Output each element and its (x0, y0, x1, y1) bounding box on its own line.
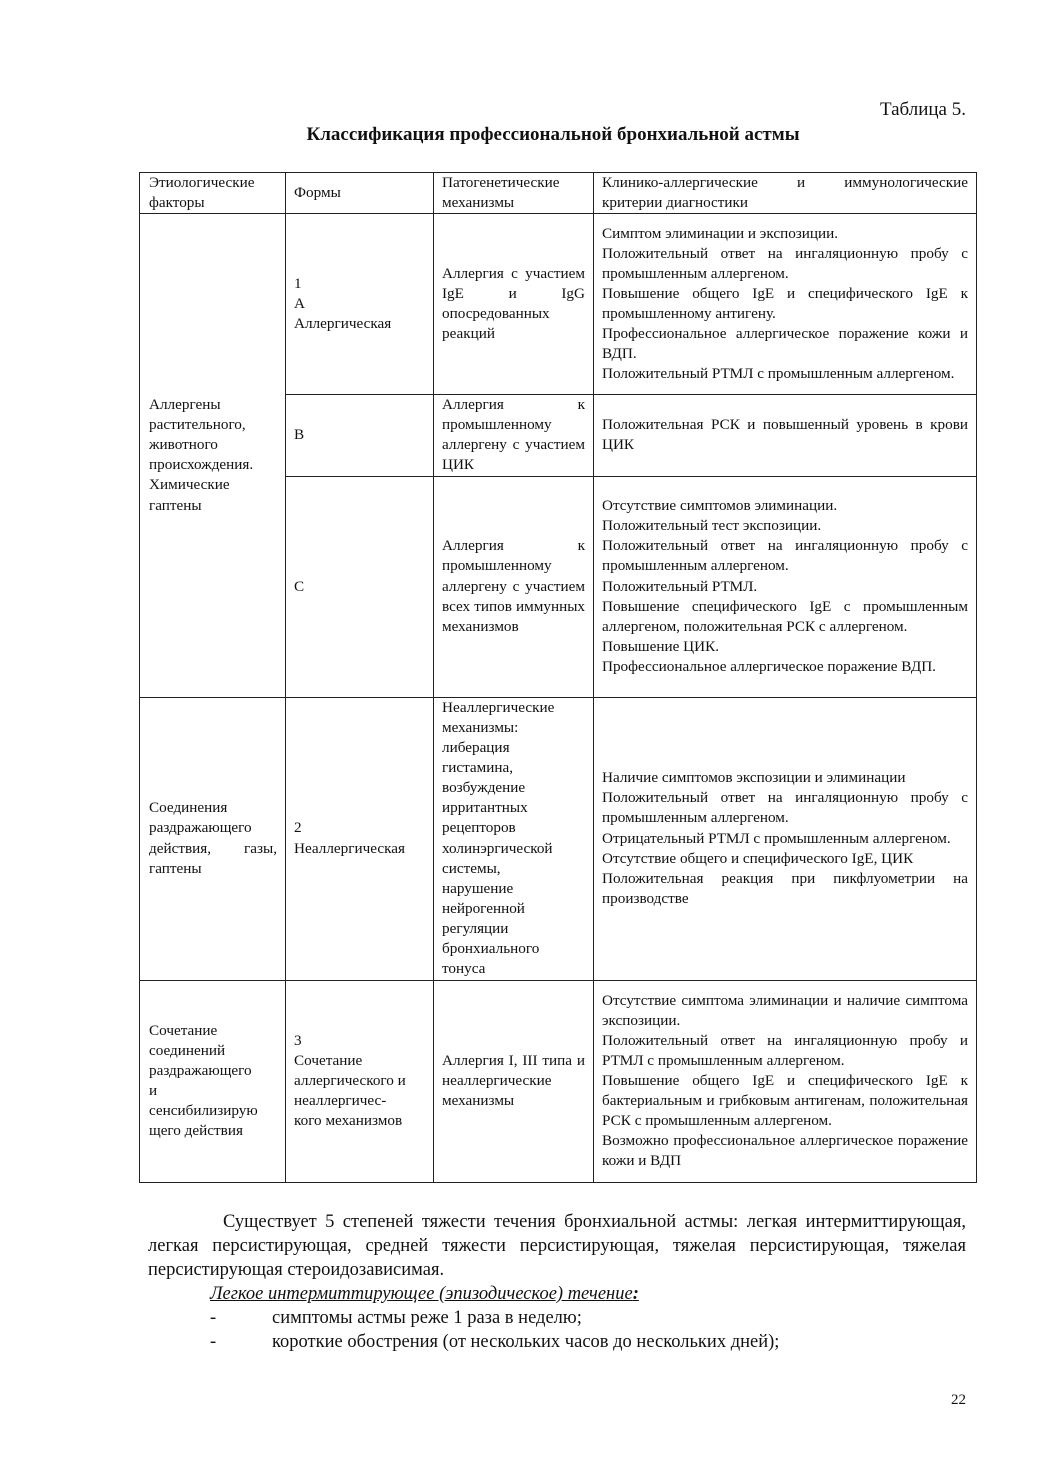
section-subheading: Легкое интермиттирующее (эпизодическое) течение: (210, 1284, 639, 1304)
header-etiology: Этиологические факторы (140, 173, 286, 214)
list-bullet: - (210, 1332, 217, 1352)
cell-form-2: 2 Неаллергическая (286, 697, 434, 980)
cell-criteria-1c: Отсутствие симптомов элиминации. Положительный тест экспозиции. Положительный ответ на ингаляционную пробу с промышленным аллергеном. Положительный РТМЛ. Повышение специфического IgE с промышленным аллергеном, положительная РСК с аллергеном. Повышение ЦИК. Профессиональное аллергическое поражение ВДП. (594, 476, 977, 697)
header-forms: Формы (286, 173, 434, 214)
cell-form-3: 3 Сочетание аллергического и неаллергичес- кого механизмов (286, 980, 434, 1182)
cell-mechanism-2: Неаллергические механизмы: либерация гистамина, возбуждение ирритантных рецепторов холинэргической системы, нарушение нейрогенной регуляции бронхиального тонуса (434, 697, 594, 980)
cell-form-1c: С (286, 476, 434, 697)
header-criteria: Клинико-аллергические и иммунологические критерии диагностики (594, 173, 977, 214)
page-number: 22 (951, 1392, 966, 1408)
cell-criteria-1b: Положительная РСК и повышенный уровень в крови ЦИК (594, 395, 977, 476)
cell-criteria-1a: Симптом элиминации и экспозиции. Положительный ответ на ингаляционную пробу с промышленным аллергеном. Повышение общего IgE и специфического IgE к промышленному антигену. Профессиональное аллергическое поражение кожи и ВДП. Положительный РТМЛ с промышленным аллергеном. (594, 214, 977, 395)
cell-etiology-3: Сочетание соединений раздражающего и сенсибилизирую щего действия (140, 980, 286, 1182)
cell-form-1b: В (286, 395, 434, 476)
table-row (140, 980, 977, 1182)
table-title: Классификация профессиональной бронхиальной астмы (306, 124, 800, 145)
table-row (140, 214, 977, 395)
table-number-label: Таблица 5. (879, 99, 966, 120)
header-mechanisms: Патогенетические механизмы (434, 173, 594, 214)
cell-etiology-1: Аллергены растительного, животного происхождения. Химические гаптены (140, 214, 286, 697)
classification-table (139, 172, 977, 1183)
table-header-row (140, 173, 977, 214)
list-bullet: - (210, 1308, 217, 1328)
cell-criteria-2: Наличие симптомов экспозиции и элиминации Положительный ответ на ингаляционную пробу с промышленным аллергеном. Отрицательный РТМЛ с промышленным аллергеном. Отсутствие общего и специфического IgE, ЦИК Положительная реакция при пикфлуометрии на производстве (594, 697, 977, 980)
cell-mechanism-1b: Аллергия к промышленному аллергену с участием ЦИК (434, 395, 594, 476)
cell-mechanism-3: Аллергия I, III типа и неаллергические механизмы (434, 980, 594, 1182)
table-row (140, 697, 977, 980)
cell-etiology-2: Соединения раздражающего действия, газы, гаптены (140, 697, 286, 980)
cell-criteria-3: Отсутствие симптома элиминации и наличие симптома экспозиции. Положительный ответ на ингаляционную пробу и РТМЛ с промышленным аллергеном. Повышение общего IgE и специфического IgE к бактериальным и грибковым антигенам, положительная РСК с промышленным аллергеном. Возможно профессиональное аллергическое поражение кожи и ВДП (594, 980, 977, 1182)
cell-mechanism-1c: Аллергия к промышленному аллергену с участием всех типов иммунных механизмов (434, 476, 594, 697)
cell-mechanism-1a: Аллергия с участием IgE и IgG опосредованных реакций (434, 214, 594, 395)
list-item-text: симптомы астмы реже 1 раза в неделю; (272, 1308, 582, 1328)
list-item-text: короткие обострения (от нескольких часов до нескольких дней); (272, 1332, 780, 1352)
severity-paragraph: Существует 5 степеней тяжести течения бронхиальной астмы: легкая интермиттирующая, легкая персистирующая, средней тяжести персистирующая, тяжелая персистирующая, тяжелая персистирующая стероидозависимая. (148, 1212, 966, 1280)
cell-form-1a: 1 А Аллергическая (286, 214, 434, 395)
